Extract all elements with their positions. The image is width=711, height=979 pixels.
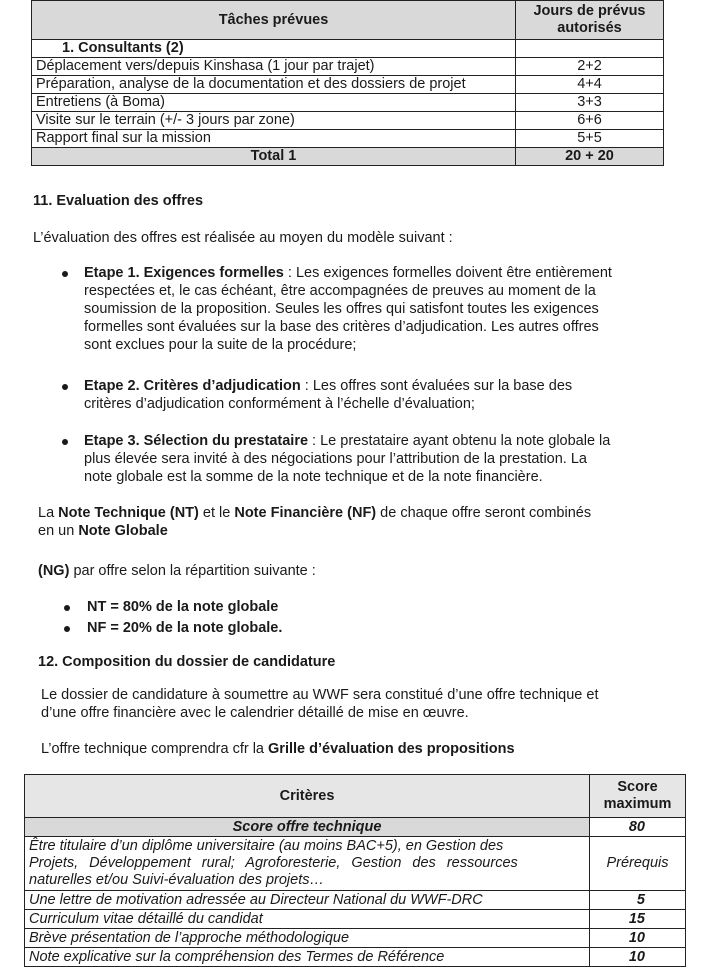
step-2-line: : Les offres sont évaluées sur la base des [300, 378, 573, 394]
bullet-icon [64, 605, 70, 611]
table-row [32, 40, 664, 58]
ng-line [38, 562, 316, 580]
criterion-line: naturelles et/ou Suivi-évaluation des projets… [29, 872, 324, 888]
total-label: Total 1 [32, 148, 516, 166]
task-cell: Visite sur le terrain (+/- 3 jours par zone) [32, 112, 516, 130]
step-1-line: soumission de la proposition. Seules les offres qui satisfont toutes les exigences [84, 301, 599, 317]
days-cell: 6+6 [516, 112, 664, 130]
task-cell: Rapport final sur la mission [32, 130, 516, 148]
text-line: Le dossier de candidature à soumettre au WWF sera constitué d’une offre technique et [41, 687, 599, 703]
ng-label: (NG) [38, 563, 70, 579]
section-consultants: 1. Consultants (2) [32, 40, 516, 58]
bullet-icon [62, 384, 68, 390]
subheader-row [25, 818, 686, 837]
text-run: et le [198, 505, 235, 521]
step-1-line: formelles sont évaluées sur la base des critères d’adjudication. Les autres offres [84, 319, 599, 335]
table-row [32, 94, 664, 112]
ng-term: Note Globale [78, 523, 168, 539]
bullet-icon [62, 271, 68, 277]
days-cell: 5+5 [516, 130, 664, 148]
section-11-intro: L’évaluation des offres est réalisée au moyen du modèle suivant : [33, 230, 453, 246]
criterion-cell: Brève présentation de l’approche méthodologique [25, 929, 590, 948]
table-row [25, 837, 686, 891]
criterion-cell: Note explicative sur la compréhension des Termes de Référence [25, 948, 590, 967]
bullet-icon [64, 626, 70, 632]
step-1 [84, 264, 674, 354]
step-3-label: Etape 3. Sélection du prestataire [84, 433, 309, 449]
text-run: L’offre technique comprendra cfr la [41, 741, 269, 757]
criteria-table [24, 774, 686, 967]
days-cell: 4+4 [516, 76, 664, 94]
subheader-score: 80 [590, 818, 686, 837]
score-cell: 5 [590, 891, 686, 910]
nf-bullet: NF = 20% de la note globale. [87, 620, 283, 636]
table-row [25, 891, 686, 910]
days-cell: 3+3 [516, 94, 664, 112]
bullet-icon [62, 439, 68, 445]
table-row [32, 76, 664, 94]
table-row [25, 910, 686, 929]
task-cell: Déplacement vers/depuis Kinshasa (1 jour par trajet) [32, 58, 516, 76]
step-1-label: Etape 1. Exigences formelles [84, 265, 284, 281]
header-days: Jours de prévus autorisés [516, 1, 664, 40]
step-3-line: plus élevée sera invité à des négociations pour l’attribution de la prestation. La [84, 451, 587, 467]
step-2 [84, 377, 674, 413]
tasks-table-header [32, 1, 664, 40]
criterion-line: Projets, Développement rural; Agroforesterie, Gestion des ressources [29, 855, 518, 871]
step-3 [84, 432, 674, 486]
total-value: 20 + 20 [516, 148, 664, 166]
total-row [32, 148, 664, 166]
step-1-line: sont exclues pour la suite de la procédure; [84, 337, 357, 353]
step-2-label-b: Critères d’adjudication [143, 378, 301, 394]
text-run: de chaque offre seront combinés [376, 505, 592, 521]
task-cell: Entretiens (à Boma) [32, 94, 516, 112]
note-paragraph [38, 504, 678, 540]
criterion-cell: Curriculum vitae détaillé du candidat [25, 910, 590, 929]
grid-line [41, 740, 515, 758]
step-3-line: : Le prestataire ayant obtenu la note globale la [308, 433, 611, 449]
text-run: en un [38, 523, 79, 539]
step-2-line: critères d’adjudication conformément à l’échelle d’évaluation; [84, 396, 475, 412]
nt-term: Note Technique (NT) [58, 505, 199, 521]
criterion-cell: Une lettre de motivation adressée au Directeur National du WWF-DRC [25, 891, 590, 910]
score-cell: 10 [590, 948, 686, 967]
days-cell: 2+2 [516, 58, 664, 76]
criterion-line: Être titulaire d’un diplôme universitaire (au moins BAC+5), en Gestion des [29, 838, 504, 854]
score-cell: 15 [590, 910, 686, 929]
step-1-line: respectées et, le cas échéant, être accompagnées de preuves au moment de la [84, 283, 596, 299]
nt-bullet: NT = 80% de la note globale [87, 599, 279, 615]
step-3-line: note globale est la somme de la note technique et de la note financière. [84, 469, 543, 485]
section-12-paragraph [41, 686, 681, 722]
step-1-line: : Les exigences formelles doivent être entièrement [283, 265, 612, 281]
table-row [32, 58, 664, 76]
nf-term: Note Financière (NF) [234, 505, 377, 521]
score-cell: 10 [590, 929, 686, 948]
header-tasks: Tâches prévues [32, 1, 516, 40]
grid-title: Grille d’évaluation des propositions [268, 741, 515, 757]
step-2-label-a: Etape 2. [84, 378, 144, 394]
table-row [25, 948, 686, 967]
criteria-table-header [25, 775, 686, 818]
table-row [25, 929, 686, 948]
text-line: d’une offre financière avec le calendrier détaillé de mise en œuvre. [41, 705, 469, 721]
section-12-title: 12. Composition du dossier de candidature [38, 654, 336, 670]
header-score: Score maximum [590, 775, 686, 818]
header-criteria: Critères [25, 775, 590, 818]
text-run: La [38, 505, 59, 521]
section-11-title: 11. Evaluation des offres [33, 193, 204, 209]
task-cell: Préparation, analyse de la documentation et des dossiers de projet [32, 76, 516, 94]
subheader-label: Score offre technique [25, 818, 590, 837]
tasks-table [31, 0, 664, 166]
criterion-cell [25, 837, 590, 891]
score-cell: Prérequis [590, 837, 686, 891]
table-row [32, 112, 664, 130]
table-row [32, 130, 664, 148]
text-run: par offre selon la répartition suivante : [69, 563, 316, 579]
